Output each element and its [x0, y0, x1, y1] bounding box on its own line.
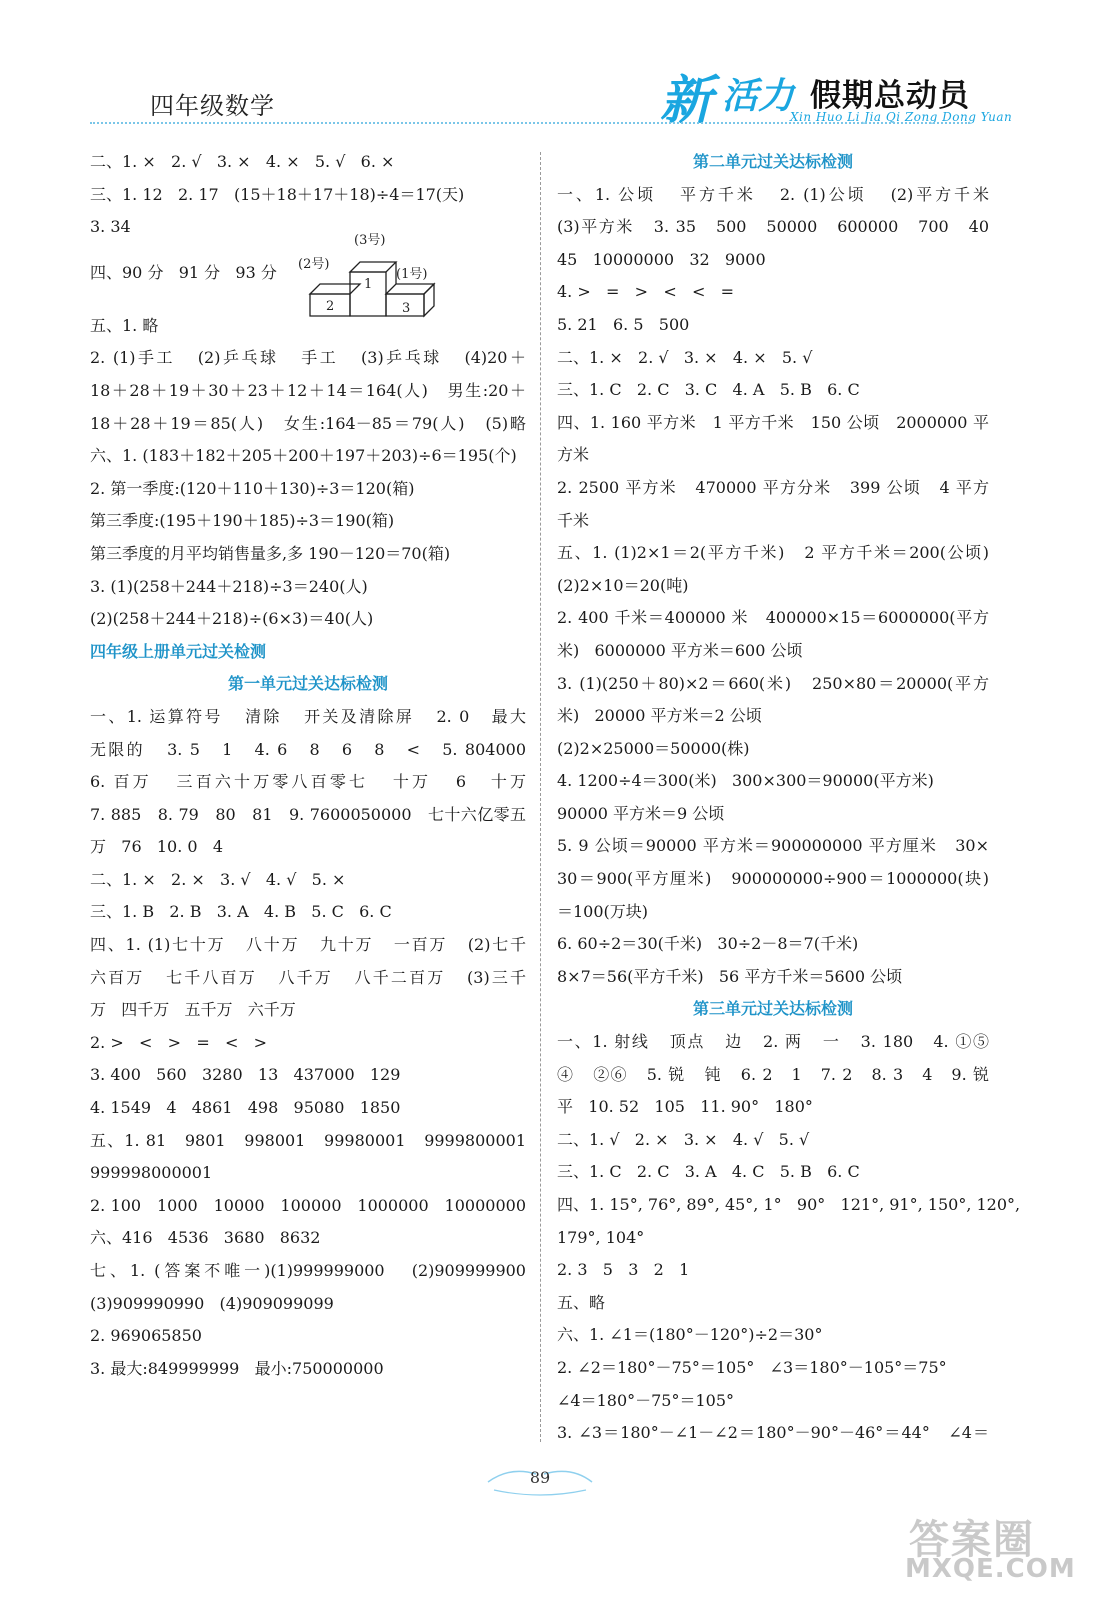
answer-line: 一、1. 公顷 平方千米 2. (1)公顷 (2)平方千米	[557, 184, 989, 204]
answer-line: 万 四千万 五千万 六千万	[90, 1000, 296, 1020]
answer-line: 一、1. 运算符号 清除 开关及清除屏 2. 0 最大	[90, 706, 526, 726]
answer-line: 二、1. √ 2. × 3. × 4. √ 5. √	[557, 1129, 810, 1149]
column-divider	[540, 152, 541, 1442]
answer-line: 三、1. 12 2. 17 (15＋18＋17＋18)÷4＝17(天)	[90, 184, 465, 204]
answer-line: 六、1. (183＋182＋205＋200＋197＋203)÷6＝195(个)	[90, 446, 517, 466]
answer-line: 二、1. × 2. × 3. √ 4. √ 5. ×	[90, 869, 346, 889]
answer-line: 2. ∠2＝180°－75°＝105° ∠3＝180°－105°＝75°	[557, 1357, 947, 1377]
answer-line: 3. ∠3＝180°－∠1－∠2＝180°－90°－46°＝44° ∠4＝	[557, 1423, 989, 1443]
podium-block-2-top	[310, 284, 360, 294]
watermark-bottom: MXQE.COM	[905, 1554, 1076, 1584]
answer-line: 2. (1)手工 (2)乒乓球 手工 (3)乒乓球 (4)20＋	[90, 348, 526, 368]
answer-line: 二、1. × 2. √ 3. × 4. × 5. √	[557, 347, 813, 367]
answer-line: ④ ②⑥ 5. 锐 钝 6. 2 1 7. 2 8. 3 4 9. 锐	[557, 1064, 989, 1084]
section-heading: 第三单元过关达标检测	[692, 999, 853, 1019]
answer-line: 五、1. 略	[90, 315, 159, 335]
answer-line: 179°, 104°	[557, 1227, 645, 1247]
brand-logo	[660, 58, 1020, 131]
answer-line: 3. 34	[90, 217, 131, 237]
answer-line: 三、1. C 2. C 3. C 4. A 5. B 6. C	[557, 380, 860, 400]
answer-line: 三、1. B 2. B 3. A 4. B 5. C 6. C	[90, 902, 392, 922]
answer-line: 6. 60÷2＝30(千米) 30÷2－8＝7(千米)	[557, 934, 859, 954]
answer-line: 七、1. (答案不唯一)(1)999999000 (2)909999900	[90, 1261, 526, 1280]
logo-pinyin: Xin Huo Li Jia Qi Zong Dong Yuan	[790, 110, 1013, 124]
answer-line: (3)平方米 3. 35 500 50000 600000 700 40	[557, 217, 989, 237]
logo-xin: 新	[660, 71, 713, 131]
answer-line: 米) 20000 平方米＝2 公顷	[557, 706, 762, 726]
answer-line: 3. (1)(250＋80)×2＝660(米) 250×80＝20000(平方	[557, 673, 989, 693]
answer-line: 5. 21 6. 5 500	[557, 314, 690, 334]
section-heading: 四年级上册单元过关检测	[90, 641, 267, 661]
answer-line: 2. 2500 平方米 470000 平方分米 399 公顷 4 平方	[557, 477, 989, 497]
answer-line: 万 76 10. 0 4	[90, 837, 224, 857]
answer-line: 4. 1200÷4＝300(米) 300×300＝90000(平方米)	[557, 771, 934, 791]
podium-figure-row	[90, 232, 526, 316]
answer-line: 3. (1)(258＋244＋218)÷3＝240(人)	[90, 576, 368, 596]
page-number-area	[480, 1460, 600, 1500]
answer-line: 千米	[557, 510, 590, 530]
answer-line: 六、1. ∠1＝(180°－120°)÷2＝30°	[557, 1325, 823, 1345]
answer-line: 二、1. × 2. √ 3. × 4. × 5. √ 6. ×	[90, 152, 395, 171]
answer-line: 18＋28＋19＋30＋23＋12＋14＝164(人) 男生:20＋	[90, 380, 526, 400]
answer-line: 2. 第一季度:(120＋110＋130)÷3＝120(箱)	[90, 478, 415, 498]
answer-line: ＝100(万块)	[557, 901, 649, 921]
answer-line: 3. 最大:849999999 最小:750000000	[90, 1358, 384, 1378]
right-column	[557, 146, 1021, 1450]
answer-line: 2. 969065850	[90, 1326, 202, 1346]
answer-line: 五、略	[557, 1292, 606, 1312]
answer-line: 四、90 分 91 分 93 分	[90, 262, 277, 282]
answer-line: (3)909990990 (4)909099099	[90, 1293, 334, 1313]
answer-line: 五、1. (1)2×1＝2(平方千米) 2 平方千米＝200(公顷)	[557, 543, 989, 563]
podium-block-3-number: 3	[402, 300, 411, 316]
logo-huoli: 活力	[722, 76, 795, 117]
watermark-top: 答案圈	[909, 1517, 1035, 1563]
answer-line: 米) 6000000 平方米＝600 公顷	[557, 640, 803, 660]
page-number: 89	[529, 1468, 551, 1487]
answer-line: 第三季度的月平均销售量多,多 190－120＝70(箱)	[90, 543, 451, 563]
site-watermark	[905, 1508, 1085, 1588]
answer-line: 7. 885 8. 79 80 81 9. 7600050000 七十六亿零五	[90, 804, 526, 824]
left-column	[90, 146, 526, 1385]
podium-block-3-side	[424, 284, 434, 316]
answer-line: 18＋28＋19＝85(人) 女生:164－85＝79(人) (5)略	[90, 413, 526, 433]
answer-line: 45 10000000 32 9000	[557, 249, 766, 269]
header-rule	[90, 122, 970, 124]
answer-line: 六、416 4536 3680 8632	[90, 1228, 321, 1248]
answer-line: 六百万 七千八百万 八千万 八千二百万 (3)三千	[90, 967, 526, 987]
answer-line: 第三季度:(195＋190＋185)÷3＝190(箱)	[90, 511, 395, 531]
answer-line: 30＝900(平方厘米) 900000000÷900＝1000000(块)	[557, 869, 989, 889]
header-grade-subject: 四年级数学	[150, 92, 275, 120]
podium-block-1-top	[350, 262, 396, 272]
podium-label-1: (1号)	[396, 266, 428, 282]
podium-block-3-top	[386, 284, 434, 294]
answer-line: 2. 3 5 3 2 1	[557, 1260, 690, 1280]
answer-line: 四、1. (1)七十万 八十万 九十万 一百万 (2)七千	[90, 935, 526, 955]
answer-line: (2)2×25000＝50000(株)	[557, 738, 750, 758]
answer-line: 方米	[557, 445, 590, 465]
answer-line: 5. 9 公顷＝90000 平方米＝900000000 平方厘米 30×	[557, 836, 989, 856]
answer-line: 999998000001	[90, 1163, 213, 1183]
answer-line: 平 10. 52 105 11. 90° 180°	[557, 1097, 813, 1117]
answer-line: 2. 100 1000 10000 100000 1000000 10000000	[90, 1195, 526, 1215]
answer-line: 一、1. 射线 顶点 边 2. 两 一 3. 180 4. ①⑤	[557, 1032, 989, 1052]
answer-line: 6. 百万 三百六十万零八百零七 十万 6 十万	[90, 772, 526, 792]
answer-line: 2. > < > = < >	[90, 1032, 268, 1052]
answer-line: 4. > = > < < =	[557, 282, 735, 302]
section-heading: 第二单元过关达标检测	[692, 152, 853, 171]
podium-label-3: (3号)	[354, 232, 386, 248]
answer-line: 五、1. 81 9801 998001 99980001 9999800001	[90, 1130, 526, 1150]
logo-title: 假期总动员	[810, 78, 970, 114]
podium-block-2-number: 2	[326, 298, 335, 314]
answer-line: 3. 400 560 3280 13 437000 129	[90, 1065, 401, 1085]
podium-diagram	[298, 232, 448, 318]
section-heading: 第一单元过关达标检测	[227, 674, 388, 694]
answer-line: 8×7＝56(平方千米) 56 平方千米＝5600 公顷	[557, 966, 903, 986]
answer-line: 2. 400 千米＝400000 米 400000×15＝6000000(平方	[557, 608, 989, 628]
answer-line: ∠4＝180°－75°＝105°	[557, 1390, 735, 1410]
answer-line: 90000 平方米＝9 公顷	[557, 803, 725, 823]
podium-block-1-number: 1	[364, 276, 373, 292]
answer-line: (2)(258＋244＋218)÷(6×3)＝40(人)	[90, 609, 374, 629]
answer-line: 四、1. 160 平方米 1 平方千米 150 公顷 2000000 平	[557, 412, 989, 432]
answer-line: 三、1. C 2. C 3. A 4. C 5. B 6. C	[557, 1162, 860, 1182]
answer-line: 四、1. 15°, 76°, 89°, 45°, 1° 90° 121°, 91°, 150°, 120°,	[557, 1195, 1021, 1214]
answer-line: 无限的 3. 5 1 4. 6 8 6 8 < 5. 804000	[90, 739, 526, 759]
answer-line: (2)2×10＝20(吨)	[557, 575, 689, 595]
podium-label-2: (2号)	[298, 256, 330, 272]
answer-line: 4. 1549 4 4861 498 95080 1850	[90, 1098, 401, 1118]
